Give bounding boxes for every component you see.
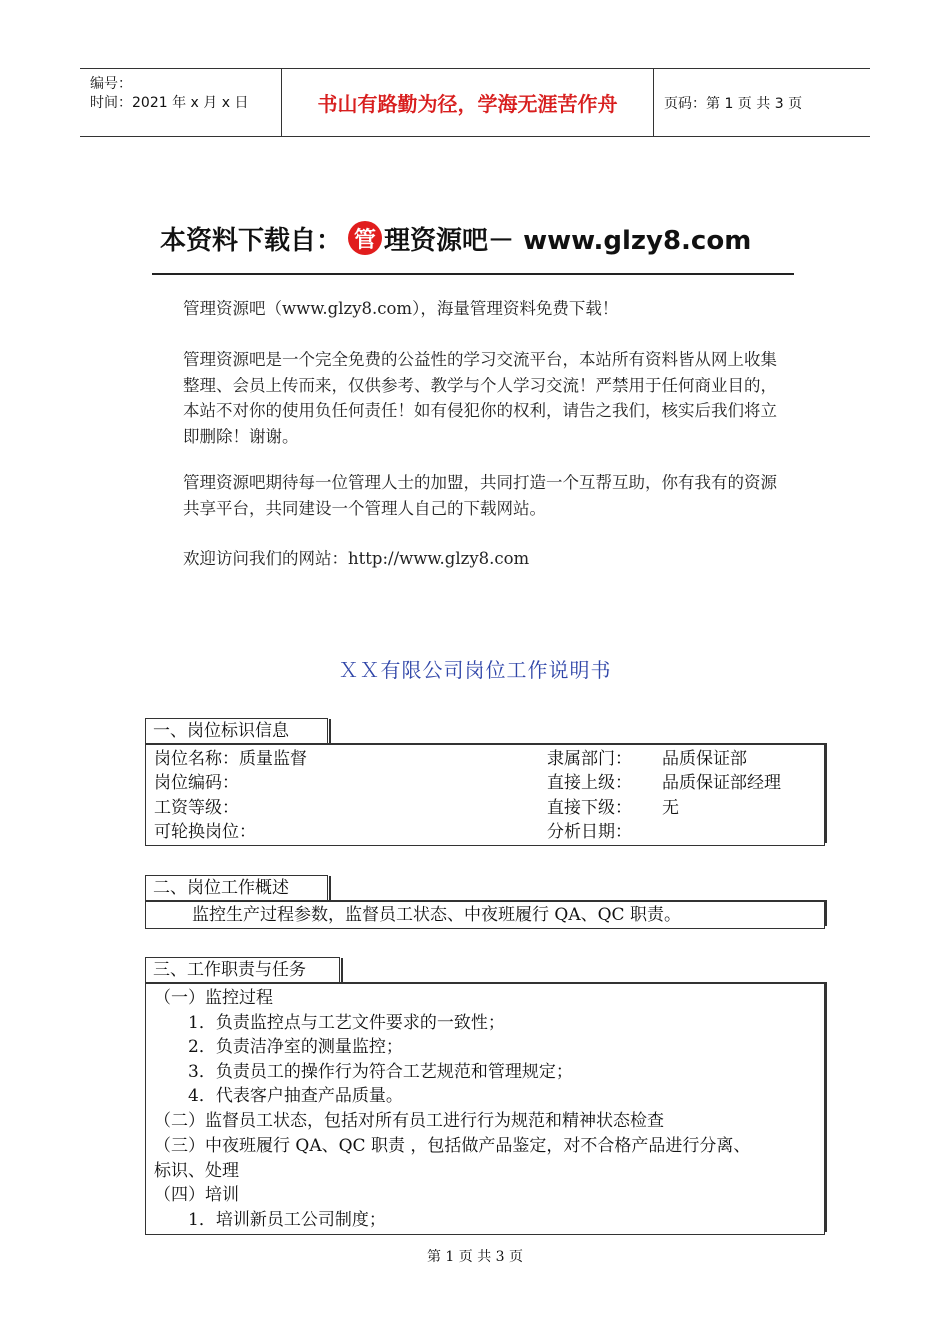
section1-box (145, 743, 825, 846)
notice-paragraph-4: 欢迎访问我们的网站：http://www.glzy8.com (183, 549, 530, 568)
duty-line: 2．负责洁净室的测量监控； (154, 1037, 403, 1057)
notice-paragraph-1: 管理资源吧（www.glzy8.com），海量管理资料免费下载！ (183, 299, 619, 318)
rotation-position: 可轮换岗位： (154, 822, 256, 842)
department-value: 品质保证部 (662, 749, 747, 769)
page-footer: 第 1 页 共 3 页 (426, 1249, 524, 1265)
job-summary: 监控生产过程参数，监督员工状态、中夜班履行 QA、QC 职责。 (192, 905, 681, 925)
duty-line: 1．培训新员工公司制度； (154, 1210, 386, 1230)
number-label: 编号： (90, 76, 132, 92)
section1-title: 一、岗位标识信息 (145, 718, 328, 743)
position-code: 岗位编码： (154, 773, 239, 793)
analysis-date-label: 分析日期： (547, 822, 632, 842)
banner-divider (152, 273, 794, 275)
duty-line: （四）培训 (154, 1185, 239, 1205)
section2-box (145, 900, 825, 929)
notice-paragraph-3: 管理资源吧期待每一位管理人士的加盟，共同打造一个互帮互助，你有我有的资源共享平台，共同建设一个管理人自己的下载网站。 (183, 473, 777, 518)
salary-grade: 工资等级： (154, 798, 239, 818)
duty-line: 1．负责监控点与工艺文件要求的一致性； (154, 1013, 505, 1033)
department-label: 隶属部门： (547, 749, 632, 769)
superior-label: 直接上级： (547, 773, 632, 793)
download-banner (160, 218, 751, 258)
notice-paragraph-2: 管理资源吧是一个完全免费的公益性的学习交流平台，本站所有资料皆从网上收集整理、会员上传而来，仅供参考、教学与个人学习交流！严禁用于任何商业目的，本站不对你的使用负任何责任！如有侵犯你的权利，请告之我们，核实后我们将立即删除！谢谢。 (183, 350, 777, 446)
site-logo-icon: 管 (348, 221, 382, 255)
subordinate-label: 直接下级： (547, 798, 632, 818)
banner-url: － www.glzy8.com (488, 225, 752, 256)
duty-line: 4．代表客户抽查产品质量。 (154, 1086, 403, 1106)
subordinate-value: 无 (662, 798, 679, 818)
superior-value: 品质保证部经理 (662, 773, 781, 793)
duty-line: （一）监控过程 (154, 988, 273, 1008)
page-header (80, 68, 870, 137)
date-label: 时间：2021 年 x 月 x 日 (90, 95, 249, 111)
banner-site-name: 理资源吧 (384, 225, 489, 256)
section3-title: 三、工作职责与任务 (145, 957, 340, 982)
header-motto: 书山有路勤为径，学海无涯苦作舟 (282, 69, 654, 136)
banner-prefix: 本资料下载自： (160, 225, 343, 256)
duty-line: （二）监督员工状态，包括对所有员工进行行为规范和精神状态检查 (154, 1111, 664, 1131)
duty-line: 3．负责员工的操作行为符合工艺规范和管理规定； (154, 1062, 573, 1082)
header-meta-cell (80, 69, 282, 136)
section3-box (145, 982, 825, 1235)
section2-title: 二、岗位工作概述 (145, 875, 328, 900)
position-name: 岗位名称：质量监督 (154, 749, 307, 769)
document-title: ＸＸ有限公司岗位工作说明书 (338, 658, 612, 682)
duty-line: （三）中夜班履行 QA、QC 职责 ，包括做产品鉴定，对不合格产品进行分离、 (154, 1136, 751, 1156)
duty-line: 标识、处理 (154, 1161, 239, 1181)
header-page-info: 页码：第 1 页 共 3 页 (664, 95, 803, 112)
